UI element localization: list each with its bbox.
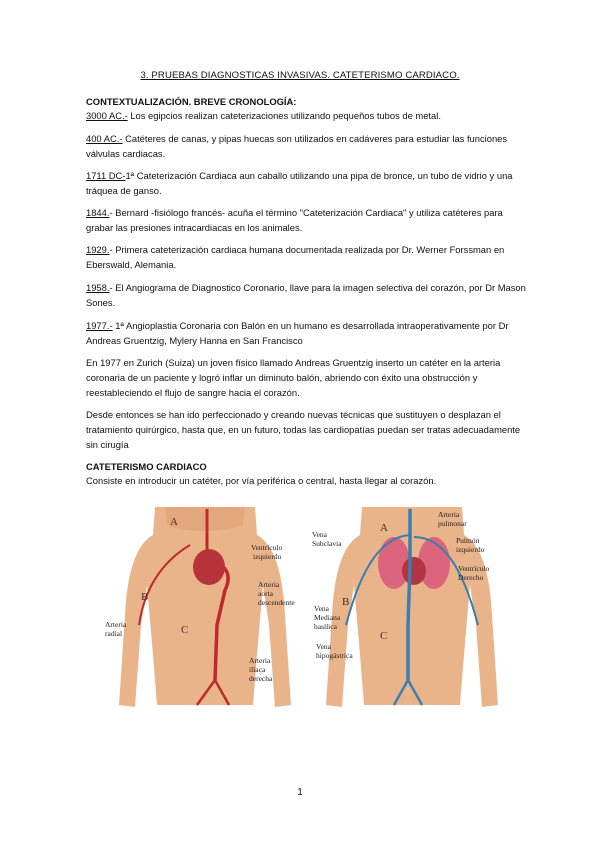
letter-c: C [380, 630, 388, 642]
timeline-item [86, 280, 526, 310]
timeline-text: - Primera cateterización cardiaca humana documentada realizada por Dr. Werner Forssman en Eberswald, Alemania. [86, 244, 505, 270]
label-aorta: Arteria [258, 580, 280, 589]
label-pulmonar: Arteria [438, 510, 460, 519]
label-pulmon: izquierdo [456, 545, 485, 554]
label-radial: Arteria [105, 620, 127, 629]
paragraph: Desde entonces se han ido perfeccionado y creando nuevas técnicas que sustituyen o desplazan el tratamiento quirúrgico, hasta que, en un futuro, todas las cardiopatías puedan ser tratas adecuadamente sin cirugía [86, 409, 521, 450]
timeline-text: Los egipcios realizan cateterizaciones utilizando pequeños tubos de metal. [127, 110, 441, 121]
letter-b: B [342, 596, 350, 608]
label-ventriculo: Ventrículo [251, 543, 283, 552]
timeline-date: 1977.- [86, 320, 113, 331]
label-aorta: aorta [258, 589, 273, 598]
timeline-date: 1844. [86, 207, 110, 218]
timeline-item [86, 131, 526, 161]
letter-a: A [380, 522, 388, 534]
letter-a: A [170, 516, 178, 528]
timeline-date: 1958. [86, 282, 110, 293]
label-pulmonar: pulmonar [438, 519, 467, 528]
timeline-item [86, 318, 526, 348]
label-vena-mediana: basílica [314, 622, 337, 631]
timeline-date: 1711 DC- [86, 170, 126, 181]
label-ventriculo-derecho: Ventrículo [458, 564, 490, 573]
timeline-date: 1929. [86, 244, 110, 255]
label-pulmon: Pulmón [456, 536, 480, 545]
timeline-text: Catéteres de canas, y pipas huecas son utilizados en cadáveres para estudiar las funciones válvulas cardiacas. [86, 133, 508, 159]
timeline-date: 3000 AC.- [86, 110, 128, 121]
label-ventriculo: izquierdo [253, 552, 282, 561]
label-vena-hipogastrica: hipogástrica [316, 651, 353, 660]
timeline-text: - Bernard -fisiólogo francés- acuña el término "Cateterización Cardiaca" y utiliza catéteres para grabar las presiones intracardiacas en los animales. [86, 207, 503, 233]
timeline-date: 400 AC.- [86, 133, 123, 144]
timeline-item [86, 168, 526, 198]
page-number: 1 [297, 787, 303, 798]
label-vena-subclavia: Vena [312, 530, 327, 539]
letter-c: C [181, 624, 189, 636]
label-iliaca: derecha [249, 674, 273, 683]
label-radial: radial [105, 629, 123, 638]
heart-shape [193, 549, 225, 585]
label-vena-mediana: Vena [314, 604, 329, 613]
timeline-text: 1ª Angioplastia Coronaria con Balón en un humano es desarrollada intraoperativamente por Dr Andreas Gruentzig, Mylery Hanna en San Francisco [86, 320, 509, 346]
section-heading-cronologia: CONTEXTUALIZACIÓN. BREVE CRONOLOGÍA: [86, 96, 297, 107]
timeline-item [86, 242, 526, 272]
label-vena-mediana: Mediana [314, 613, 341, 622]
figure-venous-route [312, 505, 512, 710]
letter-b: B [141, 591, 149, 603]
label-iliaca: Arteria [249, 656, 271, 665]
label-aorta: descendente [258, 598, 295, 607]
label-iliaca: ilíaca [249, 665, 266, 674]
timeline-item [86, 205, 526, 235]
page-title: 3. PRUEBAS DIAGNOSTICAS INVASIVAS. CATETERISMO CARDIACO. [140, 70, 460, 81]
label-ventriculo-derecho: Derecho [458, 573, 484, 582]
heart-shape [402, 557, 426, 585]
paragraph: En 1977 en Zurich (Suiza) un joven físico llamado Andreas Gruentzig inserto un catéter en la arteria coronaria de un paciente y logró inflar un diminuto balón, abriendo con éxito una obstrucción y reestableciendo el flujo de sangre hacia el corazón. [86, 357, 501, 398]
timeline-item [86, 108, 526, 123]
label-vena-hipogastrica: Vena [316, 642, 331, 651]
venous-illustration [312, 505, 512, 710]
timeline-text: - El Angiograma de Diagnostico Coronario, llave para la imagen selectiva del corazón, por Dr Mason Sones. [86, 282, 526, 308]
label-vena-subclavia: Subclavia [312, 539, 342, 548]
arterial-illustration [105, 505, 305, 710]
section-text: Consiste en introducir un catéter, por vía periférica o central, hasta llegar al corazón. [86, 475, 437, 486]
section-heading-cateterismo: CATETERISMO CARDIACO [86, 461, 207, 472]
figure-arterial-route [105, 505, 305, 710]
timeline-text: 1ª Cateterización Cardiaca aun caballo utilizando una pipa de bronce, un tubo de vidrio y una tráquea de ganso. [86, 170, 513, 196]
